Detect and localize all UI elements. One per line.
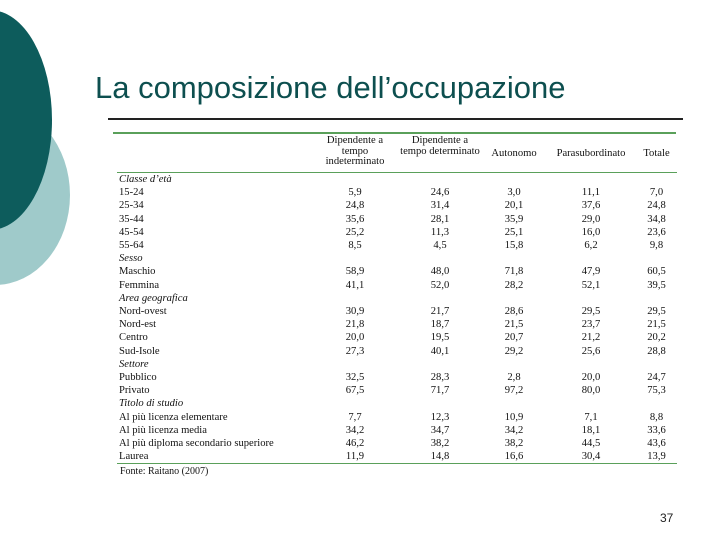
cell-value: 52,0 — [430, 279, 450, 291]
cell-value: 28,8 — [647, 345, 666, 357]
section-row — [117, 173, 677, 186]
table-row — [117, 279, 677, 292]
section-label: Sesso — [119, 253, 143, 265]
page-number: 37 — [660, 511, 674, 525]
cell-value: 47,9 — [581, 266, 601, 278]
section-row — [117, 252, 677, 265]
table-row — [117, 186, 677, 199]
cell-value — [398, 252, 482, 265]
cell-value: 12,3 — [430, 411, 450, 423]
cell-value — [398, 292, 482, 305]
cell-value: 28,1 — [430, 213, 450, 225]
cell-value: 40,1 — [430, 345, 450, 357]
row-label: 45-54 — [119, 226, 144, 238]
cell-value: 97,2 — [504, 385, 524, 397]
cell-value: 75,3 — [647, 385, 666, 397]
cell-value: 58,9 — [345, 266, 365, 278]
header-blank — [117, 134, 312, 173]
cell-value: 29,2 — [504, 345, 524, 357]
occupation-table — [117, 134, 677, 464]
cell-value: 7,1 — [584, 411, 598, 423]
row-label: Sud-Isole — [119, 345, 160, 357]
cell-value: 8,5 — [348, 240, 362, 252]
cell-value: 7,7 — [348, 411, 362, 423]
cell-value — [636, 173, 677, 186]
cell-value: 5,9 — [348, 187, 362, 199]
cell-value: 34,7 — [430, 424, 450, 436]
cell-value: 41,1 — [345, 279, 365, 291]
slide-title: La composizione dell’occupazione — [95, 70, 566, 105]
table-row — [117, 371, 677, 384]
cell-value: 30,9 — [345, 306, 365, 318]
table-body — [117, 173, 677, 464]
cell-value — [636, 292, 677, 305]
section-label: Titolo di studio — [119, 398, 184, 410]
cell-value: 20,7 — [504, 332, 524, 344]
header-parasubordinate: Parasubordinato — [556, 147, 626, 159]
cell-value: 2,8 — [507, 372, 521, 384]
row-label: Laurea — [117, 450, 312, 464]
cell-value: 34,2 — [504, 424, 524, 436]
cell-value: 3,0 — [507, 187, 521, 199]
cell-value: 18,1 — [581, 424, 601, 436]
section-label: Area geografica — [119, 292, 188, 304]
cell-value: 28,2 — [504, 279, 524, 291]
table-row — [117, 265, 677, 278]
cell-value: 25,6 — [581, 345, 601, 357]
cell-value: 67,5 — [345, 385, 365, 397]
cell-value: 21,5 — [647, 319, 666, 331]
cell-value: 15,8 — [504, 240, 524, 252]
row-label: 15-24 — [119, 187, 144, 199]
row-label: Al più diploma secondario superiore — [119, 438, 274, 450]
cell-value: 80,0 — [581, 385, 601, 397]
row-label: 55-64 — [119, 240, 144, 252]
table-row — [117, 318, 677, 331]
row-label: Al più licenza elementare — [119, 411, 228, 423]
row-label: Maschio — [119, 266, 156, 278]
table-row — [117, 345, 677, 358]
header-total: Totale — [643, 147, 670, 159]
cell-value: 14,8 — [398, 450, 482, 464]
cell-value — [546, 397, 636, 410]
cell-value: 32,5 — [345, 372, 365, 384]
row-label: 35-44 — [119, 213, 144, 225]
cell-value — [482, 252, 546, 265]
cell-value: 35,9 — [504, 213, 524, 225]
cell-value: 16,6 — [482, 450, 546, 464]
cell-value: 10,9 — [504, 411, 524, 423]
table-row — [117, 384, 677, 397]
row-label: Privato — [119, 385, 150, 397]
table-header-row — [117, 134, 677, 173]
header-permanent-employee: Dipendente a tempo indeterminato — [325, 135, 385, 167]
cell-value: 21,7 — [430, 306, 450, 318]
cell-value: 30,4 — [546, 450, 636, 464]
table-row — [117, 437, 677, 450]
cell-value — [636, 358, 677, 371]
header-temporary-employee: Dipendente a tempo determinato — [400, 135, 480, 157]
cell-value: 46,2 — [345, 438, 365, 450]
cell-value: 20,0 — [581, 372, 601, 384]
cell-value: 28,6 — [504, 306, 524, 318]
cell-value — [546, 252, 636, 265]
cell-value: 11,3 — [430, 226, 450, 238]
table-row — [117, 424, 677, 437]
cell-value — [312, 358, 398, 371]
header-self-employed: Autonomo — [491, 147, 537, 159]
cell-value: 19,5 — [430, 332, 450, 344]
section-row — [117, 397, 677, 410]
cell-value: 39,5 — [647, 279, 666, 291]
cell-value: 48,0 — [430, 266, 450, 278]
cell-value — [312, 252, 398, 265]
cell-value — [546, 173, 636, 186]
cell-value: 29,5 — [581, 306, 601, 318]
section-label: Classe d’età — [119, 174, 172, 185]
cell-value: 33,6 — [647, 424, 666, 436]
cell-value — [482, 173, 546, 186]
cell-value: 11,9 — [312, 450, 398, 464]
cell-value: 24,7 — [647, 372, 666, 384]
cell-value: 13,9 — [636, 450, 677, 464]
cell-value — [546, 358, 636, 371]
cell-value — [398, 397, 482, 410]
cell-value: 9,8 — [649, 240, 664, 252]
cell-value: 24,6 — [430, 187, 450, 199]
cell-value: 20,2 — [647, 332, 666, 344]
cell-value: 43,6 — [647, 438, 666, 450]
row-label: Pubblico — [119, 372, 157, 384]
section-label: Settore — [119, 358, 149, 370]
title-underline — [108, 118, 683, 120]
cell-value: 35,6 — [345, 213, 365, 225]
cell-value: 60,5 — [647, 266, 666, 278]
cell-value: 23,7 — [581, 319, 601, 331]
cell-value: 25,2 — [345, 226, 365, 238]
cell-value: 31,4 — [430, 200, 450, 212]
row-label: Centro — [119, 332, 148, 344]
table-row — [117, 450, 677, 464]
section-row — [117, 292, 677, 305]
table-row — [117, 305, 677, 318]
cell-value — [398, 173, 482, 186]
cell-value: 71,7 — [430, 385, 450, 397]
section-row — [117, 358, 677, 371]
cell-value: 23,6 — [647, 226, 666, 238]
cell-value: 52,1 — [581, 279, 601, 291]
cell-value: 25,1 — [504, 226, 524, 238]
cell-value — [482, 358, 546, 371]
cell-value — [312, 292, 398, 305]
cell-value: 34,8 — [647, 213, 666, 225]
cell-value: 24,8 — [647, 200, 666, 212]
cell-value: 29,0 — [581, 213, 601, 225]
cell-value — [482, 292, 546, 305]
cell-value: 37,6 — [581, 200, 601, 212]
cell-value: 28,3 — [430, 372, 450, 384]
cell-value: 34,2 — [345, 424, 365, 436]
table-row — [117, 239, 677, 252]
cell-value: 21,8 — [345, 319, 365, 331]
table-row — [117, 331, 677, 344]
cell-value: 71,8 — [504, 266, 524, 278]
cell-value: 27,3 — [345, 345, 365, 357]
cell-value — [636, 397, 677, 410]
source-note: Fonte: Raitano (2007) — [120, 466, 209, 477]
table-row — [117, 213, 677, 226]
cell-value: 18,7 — [430, 319, 450, 331]
cell-value: 21,5 — [504, 319, 524, 331]
row-label: 25-34 — [119, 200, 144, 212]
cell-value — [398, 358, 482, 371]
cell-value: 7,0 — [649, 187, 664, 199]
cell-value: 44,5 — [581, 438, 601, 450]
cell-value: 24,8 — [345, 200, 365, 212]
cell-value: 29,5 — [647, 306, 666, 318]
row-label: Al più licenza media — [119, 424, 207, 436]
cell-value — [312, 173, 398, 186]
cell-value: 20,0 — [345, 332, 365, 344]
cell-value — [312, 397, 398, 410]
table-row — [117, 226, 677, 239]
cell-value: 16,0 — [581, 226, 601, 238]
table-row — [117, 411, 677, 424]
row-label: Femmina — [119, 279, 160, 291]
cell-value — [546, 292, 636, 305]
cell-value: 6,2 — [584, 240, 598, 252]
cell-value: 38,2 — [430, 438, 450, 450]
row-label: Nord-ovest — [119, 306, 167, 318]
slide-decoration — [0, 0, 120, 300]
cell-value: 8,8 — [649, 411, 664, 423]
cell-value: 11,1 — [581, 187, 601, 199]
cell-value: 20,1 — [504, 200, 524, 212]
table-row — [117, 199, 677, 212]
cell-value: 21,2 — [581, 332, 601, 344]
cell-value: 4,5 — [433, 240, 447, 252]
cell-value: 38,2 — [504, 438, 524, 450]
cell-value — [482, 397, 546, 410]
cell-value — [636, 252, 677, 265]
row-label: Nord-est — [119, 319, 157, 331]
